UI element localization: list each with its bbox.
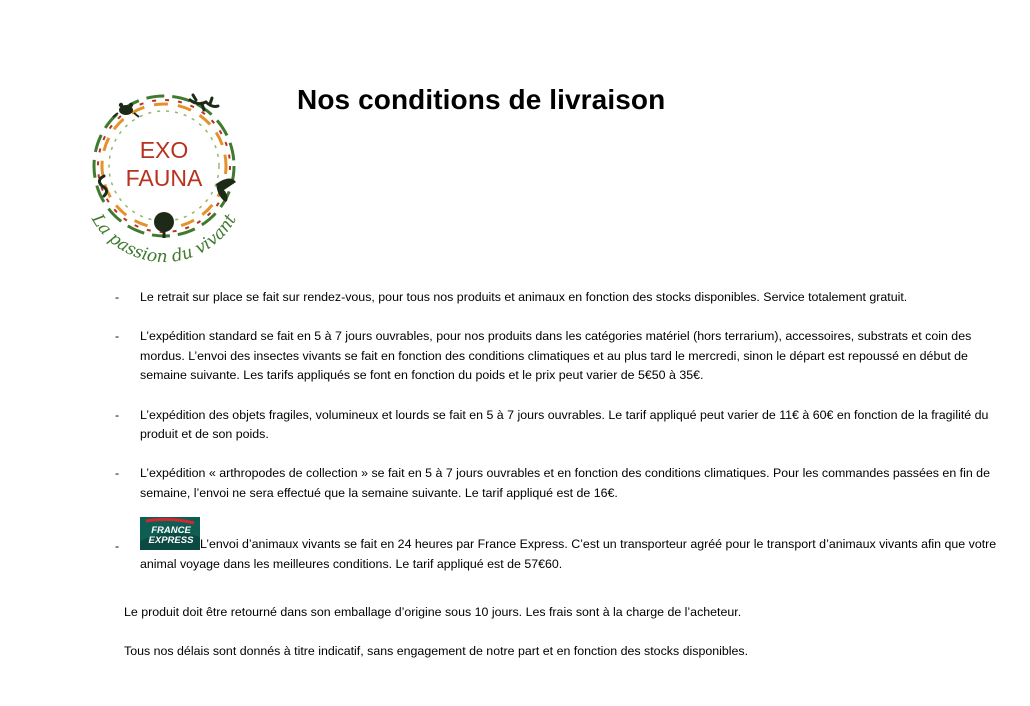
return-policy-paragraph: Le produit doit être retourné dans son emballage d’origine sous 10 jours. Les frais sont à la charge de l’acheteur. <box>124 605 742 619</box>
fe-logo-line2: EXPRESS <box>148 535 194 547</box>
exo-fauna-logo <box>78 80 250 270</box>
butterfly-icon <box>216 178 236 202</box>
disclaimer-paragraph: Tous nos délais sont donnés à titre indicatif, sans engagement de notre part et en fonction des stocks disponibles. <box>124 644 749 658</box>
page-title: Nos conditions de livraison <box>297 84 666 115</box>
list-dash: - <box>115 539 120 554</box>
gecko-icon <box>190 95 218 110</box>
list-item-text: L’expédition standard se fait en 5 à 7 jours ouvrables, pour nos produits dans les catégories matériel (hors terrarium), accessoires, substrats et coin des mordus. L’envoi des insectes vivants se fait en fonction des conditions climatiques et au plus tard le mercredi, sinon le départ est repoussé en début de semaine suivante. Les tarifs appliqués se font en fonction du poids et le prix peut varier de 5€50 à 35€. <box>140 329 972 383</box>
list-dash: - <box>115 329 120 344</box>
logo-line1: EXO <box>139 137 189 163</box>
list-item-text: L’envoi d’animaux vivants se fait en 24 heures par France Express. C’est un transporteur agréé pour le transport d’animaux vivants afin que votre animal voyage dans les meilleures conditions. Le tarif appliqué est de 57€60. <box>140 537 997 571</box>
fe-logo-line1: FRANCE <box>151 525 191 537</box>
list-item-text: L’expédition « arthropodes de collection » se fait en 5 à 7 jours ouvrables et en fonction des conditions climatiques. Pour les commandes passées en fin de semaine, l’envoi ne sera effectué que la semaine suivante. Le tarif appliqué est de 16€. <box>140 466 990 500</box>
delivery-conditions-list <box>112 288 1012 574</box>
logo-tagline: La passion du vivant <box>87 210 241 268</box>
list-item-text: Le retrait sur place se fait sur rendez-vous, pour tous nos produits et animaux en fonction des stocks disponibles. Service totalement gratuit. <box>140 290 908 304</box>
france-express-logo-icon <box>140 517 200 550</box>
logo-line2: FAUNA <box>125 165 203 191</box>
list-item <box>112 288 1012 307</box>
list-item <box>112 406 1012 445</box>
list-item <box>112 327 1012 385</box>
list-item <box>112 517 1012 574</box>
list-dash: - <box>115 407 120 422</box>
list-dash: - <box>115 290 120 304</box>
list-item <box>112 464 1012 503</box>
tree-icon <box>154 212 174 238</box>
list-dash: - <box>115 466 120 481</box>
list-item-text: L’expédition des objets fragiles, volumineux et lourds se fait en 5 à 7 jours ouvrables. Le tarif appliqué peut varier de 11€ à 60€ en fonction de la fragilité du produit et de son poids. <box>140 407 989 442</box>
